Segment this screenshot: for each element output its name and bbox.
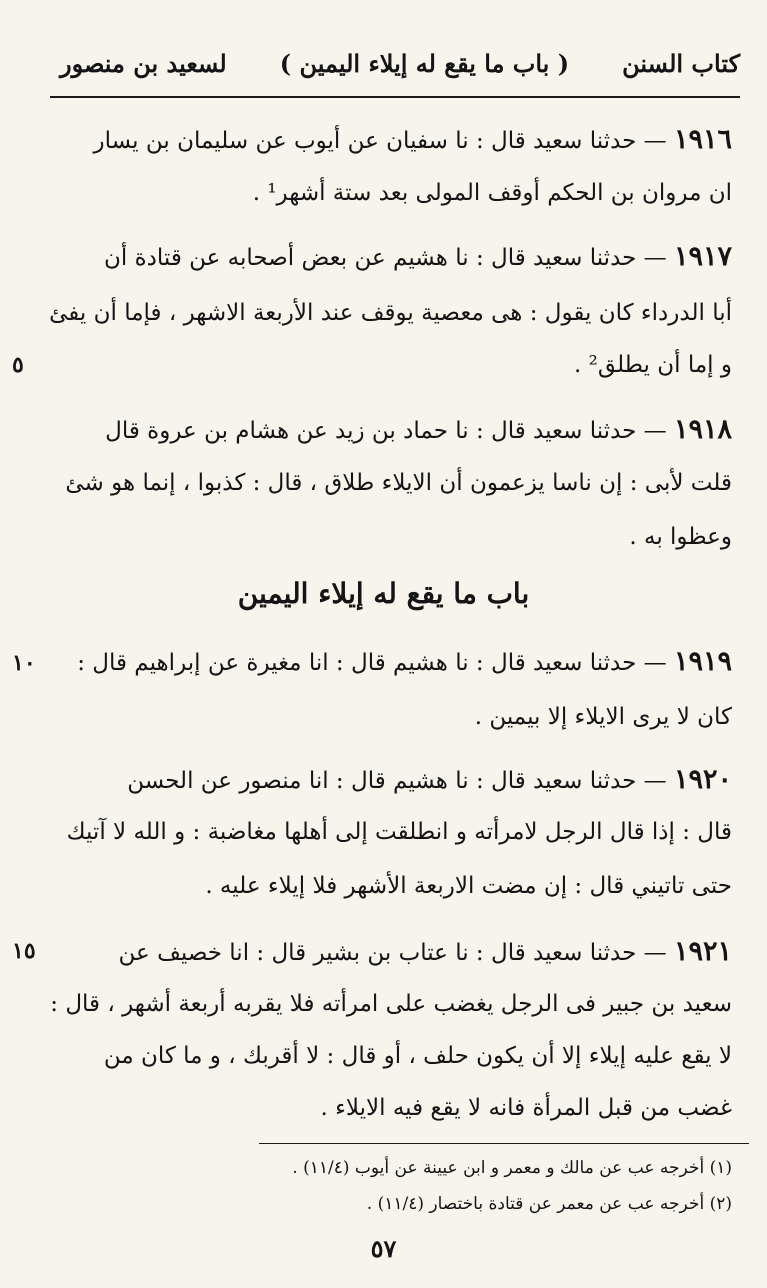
margin-line-number: ١٥ xyxy=(12,938,36,964)
hadith-text: — حدثنا سعيد قال : نا هشيم قال : انا مغيرة عن إبراهيم قال : xyxy=(77,650,667,676)
hadith-1921-line-2: سعيد بن جبير فى الرجل يغضب على امرأته فلا يقربه أربعة أشهر ، قال : xyxy=(50,991,732,1017)
hadith-text: — حدثنا سعيد قال : نا هشيم عن بعض أصحابه عن قتادة أن xyxy=(103,245,667,271)
hadith-1917-line-2: أبا الدرداء كان يقول : هى معصية يوقف عند الأربعة الاشهر ، فإما أن يفئ xyxy=(49,300,732,326)
margin-line-number: ١٠ xyxy=(12,650,36,676)
page-number: ٥٧ xyxy=(370,1234,397,1263)
chapter-title: ( باب ما يقع له إيلاء اليمين ) xyxy=(279,48,570,78)
running-header xyxy=(60,38,740,88)
hadith-text: — حدثنا سعيد قال : نا حماد بن زيد عن هشام بن عروة قال xyxy=(105,418,667,444)
hadith-number: ١٩٢١ xyxy=(673,936,732,967)
author-name: لسعيد بن منصور xyxy=(60,48,227,78)
footnote-1: (١) أخرجه عب عن مالك و معمر و ابن عيينة عن أيوب (١١/٤) . xyxy=(292,1158,732,1178)
hadith-number: ١٩١٧ xyxy=(673,241,732,272)
section-heading: باب ما يقع له إيلاء اليمين xyxy=(237,577,530,610)
footnote-2: (٢) أخرجه عب عن معمر عن قتادة باختصار (١١/٤) . xyxy=(366,1194,732,1214)
hadith-text: — حدثنا سعيد قال : نا هشيم قال : انا منصور عن الحسن xyxy=(127,768,667,794)
header-rule xyxy=(50,96,740,98)
hadith-1919-line-1 xyxy=(52,642,732,686)
hadith-1916-line-1 xyxy=(52,120,732,164)
hadith-1918-line-2: قلت لأبى : إن ناسا يزعمون أن الايلاء طلاق ، قال : كذبوا ، إنما هو شئ xyxy=(65,470,732,496)
hadith-1921-line-1 xyxy=(52,932,732,976)
hadith-1917-line-1 xyxy=(52,237,732,281)
hadith-1921-line-3: لا يقع عليه إيلاء إلا أن يكون حلف ، أو قال : لا أقربك ، و ما كان من xyxy=(103,1043,732,1069)
hadith-1920-line-1 xyxy=(52,760,732,804)
hadith-1918-line-3: وعظوا به . xyxy=(629,524,732,550)
hadith-number: ١٩١٨ xyxy=(673,414,732,445)
hadith-1919-line-2: كان لا يرى الايلاء إلا بيمين . xyxy=(474,704,732,730)
hadith-1920-line-2: قال : إذا قال الرجل لامرأته و انطلقت إلى أهلها مغاضبة : و الله لا آتيك xyxy=(66,819,732,845)
hadith-number: ١٩٢٠ xyxy=(673,764,732,795)
hadith-number: ١٩١٦ xyxy=(673,124,732,155)
hadith-text: — حدثنا سعيد قال : نا عتاب بن بشير قال : انا خصيف عن xyxy=(118,940,667,966)
hadith-text: — حدثنا سعيد قال : نا سفيان عن أيوب عن سليمان بن يسار xyxy=(93,128,667,154)
book-title: كتاب السنن xyxy=(622,48,740,78)
hadith-number: ١٩١٩ xyxy=(673,646,732,677)
margin-line-number: ٥ xyxy=(12,352,24,378)
hadith-1916-line-2: ان مروان بن الحكم أوقف المولى بعد ستة أشهر¹ . xyxy=(252,180,732,206)
hadith-1918-line-1 xyxy=(52,410,732,454)
footnote-rule xyxy=(259,1143,749,1144)
hadith-1921-line-4: غضب من قبل المرأة فانه لا يقع فيه الايلاء . xyxy=(320,1095,732,1121)
hadith-1920-line-3: حتى تاتيني قال : إن مضت الاربعة الأشهر فلا إيلاء عليه . xyxy=(205,873,732,899)
hadith-1917-line-3: و إما أن يطلق² . xyxy=(574,352,732,378)
